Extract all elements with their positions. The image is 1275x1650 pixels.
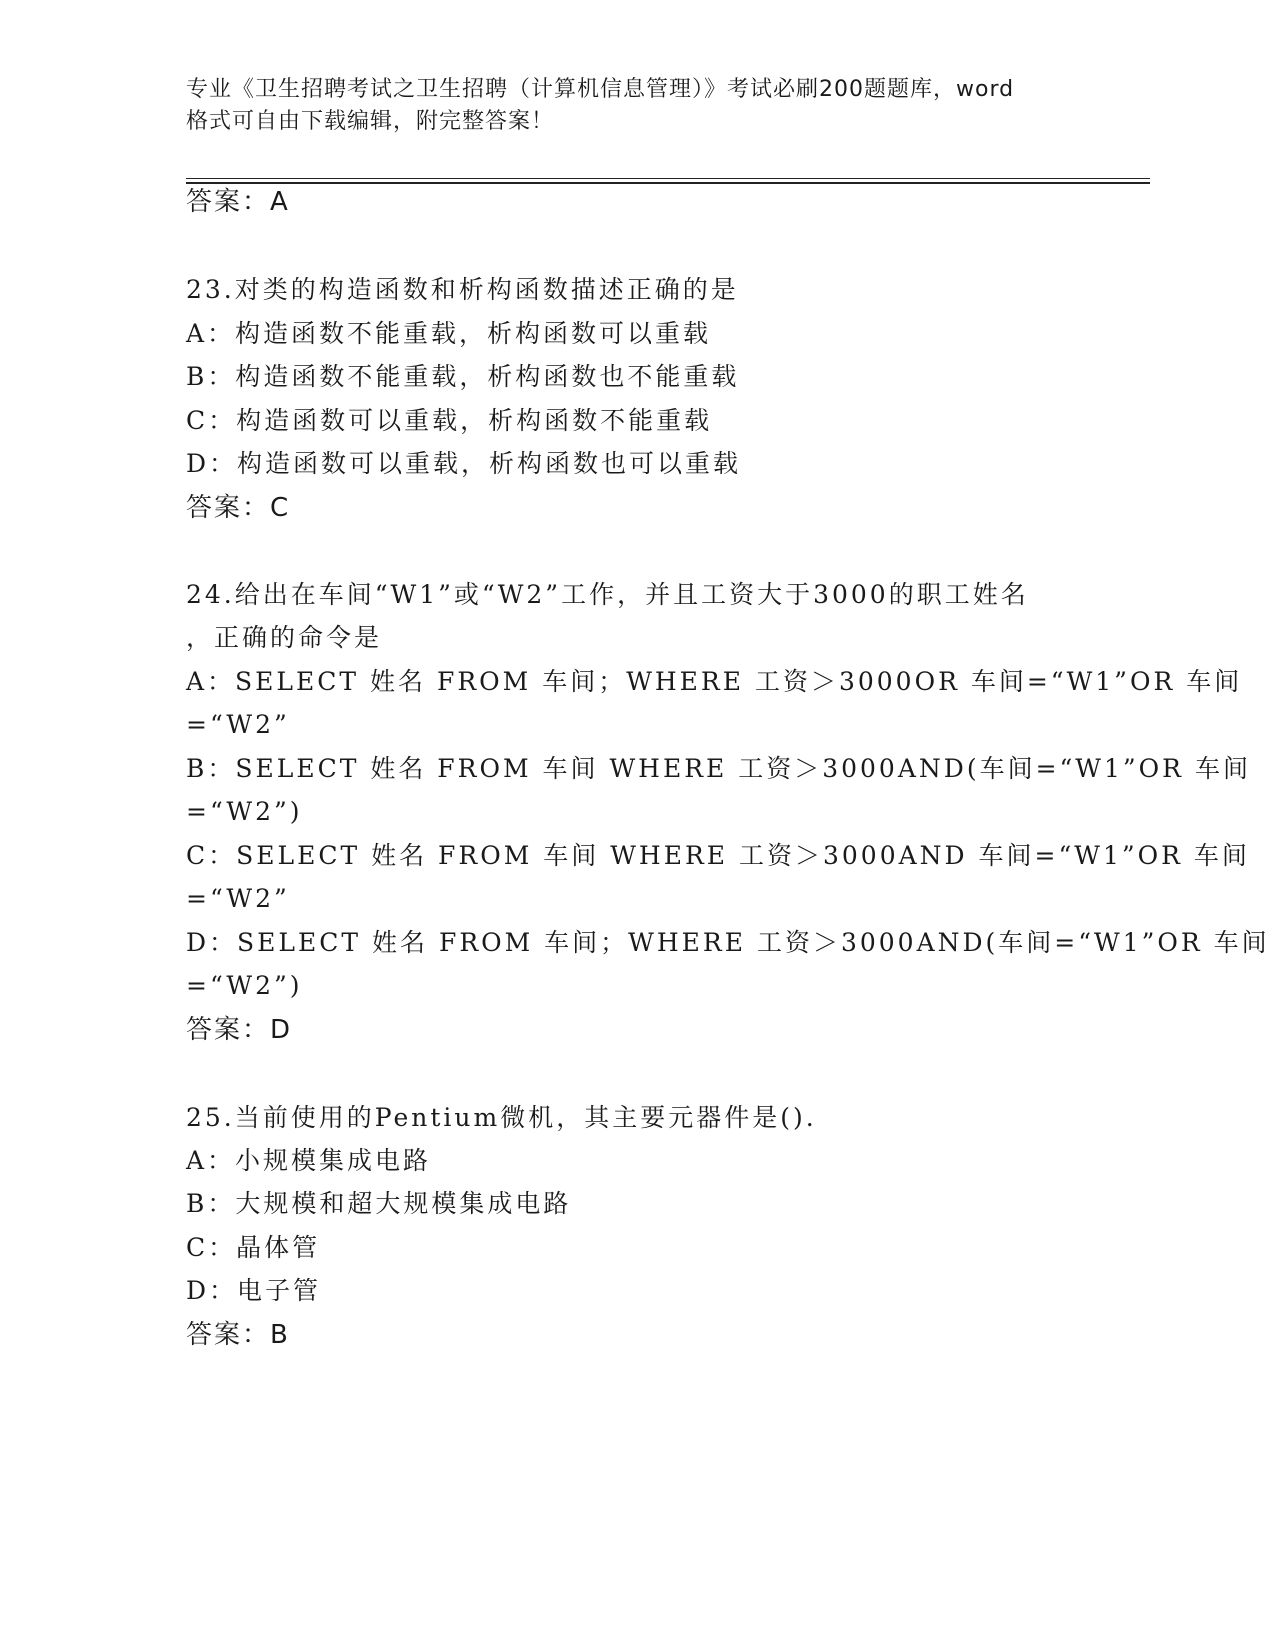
question-23: 23.对类的构造函数和析构函数描述正确的是	[186, 275, 739, 304]
answer-q22: 答案：A	[186, 187, 290, 217]
document-header: 专业《卫生招聘考试之卫生招聘（计算机信息管理）》考试必刷200题题库，word 格式可自由下载编辑，附完整答案！	[186, 77, 1015, 134]
q24-option-c-line1: C：SELECT 姓名 FROM 车间 WHERE 工资＞3000AND 车间=“W1”OR 车间	[186, 841, 1250, 870]
answer-q25: 答案：B	[186, 1320, 290, 1350]
q23-option-d: D：构造函数可以重载，析构函数也可以重载	[186, 449, 742, 478]
answer-q24: 答案：D	[186, 1015, 293, 1045]
q25-option-c: C：晶体管	[186, 1233, 321, 1262]
q24-option-b-line2: =“W2”)	[186, 797, 303, 826]
q25-option-d: D：电子管	[186, 1276, 322, 1305]
question-25: 25.当前使用的Pentium微机，其主要元器件是().	[186, 1103, 817, 1132]
q25-option-b: B：大规模和超大规模集成电路	[186, 1189, 572, 1218]
question-24-line1: 24.给出在车间“W1”或“W2”工作，并且工资大于3000的职工姓名	[186, 580, 1029, 609]
q23-option-c: C：构造函数可以重载，析构函数不能重载	[186, 406, 713, 435]
question-24-line2: ，正确的命令是	[186, 623, 383, 652]
q24-option-a-line2: =“W2”	[186, 710, 290, 739]
q24-option-a-line1: A：SELECT 姓名 FROM 车间；WHERE 工资＞3000OR 车间=“W1”OR 车间	[186, 667, 1243, 696]
q24-option-d-line1: D：SELECT 姓名 FROM 车间；WHERE 工资＞3000AND(车间=“W1”OR 车间	[186, 928, 1270, 957]
answer-q23: 答案：C	[186, 493, 291, 523]
q24-option-c-line2: =“W2”	[186, 884, 290, 913]
header-divider-thin	[186, 178, 1150, 179]
q23-option-a: A：构造函数不能重载，析构函数可以重载	[186, 319, 712, 348]
q25-option-a: A：小规模集成电路	[186, 1146, 432, 1175]
q23-option-b: B：构造函数不能重载，析构函数也不能重载	[186, 362, 740, 391]
q24-option-b-line1: B：SELECT 姓名 FROM 车间 WHERE 工资＞3000AND(车间=“W1”OR 车间	[186, 754, 1251, 783]
header-divider-thick	[186, 182, 1150, 184]
q24-option-d-line2: =“W2”)	[186, 971, 303, 1000]
